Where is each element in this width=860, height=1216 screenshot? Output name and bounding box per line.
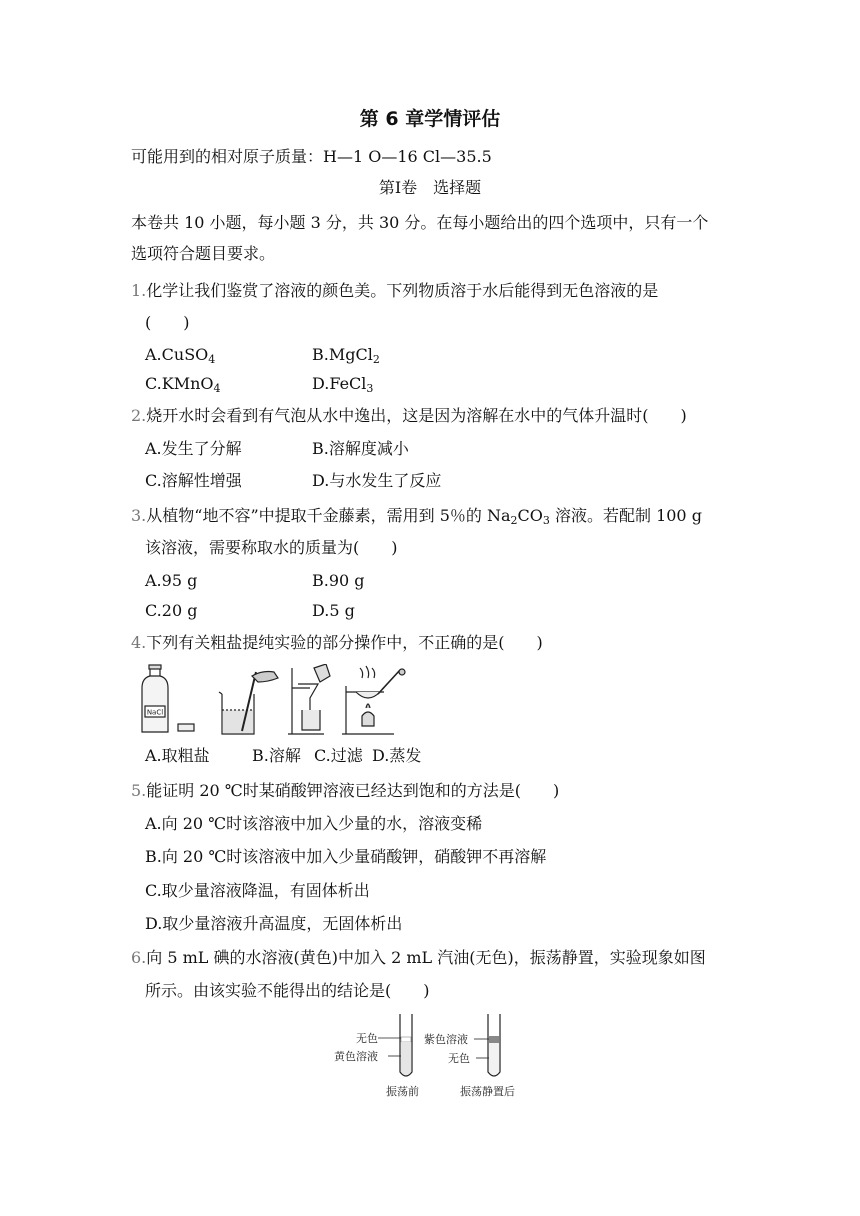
question-5-text: 能证明 20 ℃时某硝酸钾溶液已经达到饱和的方法是( )	[146, 781, 560, 800]
q3-option-d: D.5 g	[312, 601, 355, 620]
q3-option-a: A.95 g	[145, 571, 198, 590]
q1-option-d: D.FeCl$_3$	[312, 374, 374, 395]
q4-option-c: C.过滤	[314, 746, 363, 765]
q4-option-b: B.溶解	[252, 746, 301, 765]
caption-after-settling: 振荡静置后	[460, 1085, 515, 1098]
reagent-bottle-icon	[142, 665, 194, 732]
question-number: 6.	[131, 948, 147, 967]
question-1-stem	[131, 280, 658, 302]
q6-test-tube-figure	[330, 1010, 530, 1102]
q5-option-c: C.取少量溶液降温，有固体析出	[145, 881, 370, 900]
bottle-label: NaCl	[146, 708, 164, 717]
label-purple-solution: 紫色溶液	[424, 1033, 468, 1046]
q2-option-b: B.溶解度减小	[312, 439, 409, 458]
q1-option-a: A.CuSO$_4$	[145, 345, 216, 366]
question-number: 4.	[131, 633, 147, 652]
question-number: 3.	[131, 506, 147, 525]
page-title: 第 6 章学情评估	[359, 108, 501, 130]
filtration-icon	[288, 664, 330, 734]
question-1-paren: ( )	[145, 313, 190, 332]
q5-option-a: A.向 20 ℃时该溶液中加入少量的水，溶液变稀	[145, 814, 483, 833]
q3-option-c: C.20 g	[145, 601, 198, 620]
question-6-text: 向 5 mL 碘的水溶液(黄色)中加入 2 mL 汽油(无色)，振荡静置，实验现象如图	[146, 948, 706, 967]
q1-option-b: B.MgCl$_2$	[312, 345, 380, 366]
instructions-line-1: 本卷共 10 小题，每小题 3 分，共 30 分。在每小题给出的四个选项中，只有一个	[131, 213, 709, 232]
q4-option-d: D.蒸发	[372, 746, 422, 765]
question-6-stem-line-2: 所示。由该实验不能得出的结论是( )	[145, 981, 430, 1000]
question-4-stem	[131, 632, 543, 654]
caption-before-shaking: 振荡前	[386, 1085, 419, 1098]
question-6-stem	[131, 947, 706, 969]
label-yellow-solution: 黄色溶液	[334, 1050, 378, 1063]
question-number: 2.	[131, 406, 147, 425]
q4-option-a: A.取粗盐	[145, 746, 210, 765]
instructions-line-2: 选项符合题目要求。	[131, 244, 276, 263]
q2-option-a: A.发生了分解	[145, 439, 242, 458]
q1-option-c: C.KMnO$_4$	[145, 374, 221, 395]
q2-option-d: D.与水发生了反应	[312, 471, 442, 490]
atomic-masses: 可能用到的相对原子质量：H—1 O—16 Cl—35.5	[131, 147, 492, 166]
question-3-stem-line-2: 该溶液，需要称取水的质量为( )	[145, 538, 398, 557]
question-2-stem	[131, 405, 687, 427]
q2-option-c: C.溶解性增强	[145, 471, 242, 490]
question-2-text: 烧开水时会看到有气泡从水中逸出，这是因为溶解在水中的气体升温时( )	[146, 406, 687, 425]
question-3-stem: 3.从植物“地不容”中提取千金藤素，需用到 5％的 $Na_2CO_3$ 溶液。若配制 100 g	[131, 506, 702, 527]
label-colorless-bottom: 无色	[448, 1052, 470, 1065]
question-number: 5.	[131, 781, 147, 800]
question-5-stem	[131, 780, 559, 802]
question-4-text: 下列有关粗盐提纯实验的部分操作中，不正确的是( )	[146, 633, 543, 652]
section-title: 第Ⅰ卷 选择题	[378, 178, 482, 197]
q4-lab-figure	[138, 664, 418, 738]
beaker-icon	[219, 672, 278, 735]
q3-option-b: B.90 g	[312, 571, 365, 590]
label-colorless-top: 无色	[356, 1032, 378, 1045]
q5-option-b: B.向 20 ℃时该溶液中加入少量硝酸钾，硝酸钾不再溶解	[145, 847, 547, 866]
question-1-text: 化学让我们鉴赏了溶液的颜色美。下列物质溶于水后能得到无色溶液的是	[146, 281, 659, 300]
evaporation-icon	[342, 666, 405, 734]
question-number: 1.	[131, 281, 147, 300]
q5-option-d: D.取少量溶液升高温度，无固体析出	[145, 914, 403, 933]
